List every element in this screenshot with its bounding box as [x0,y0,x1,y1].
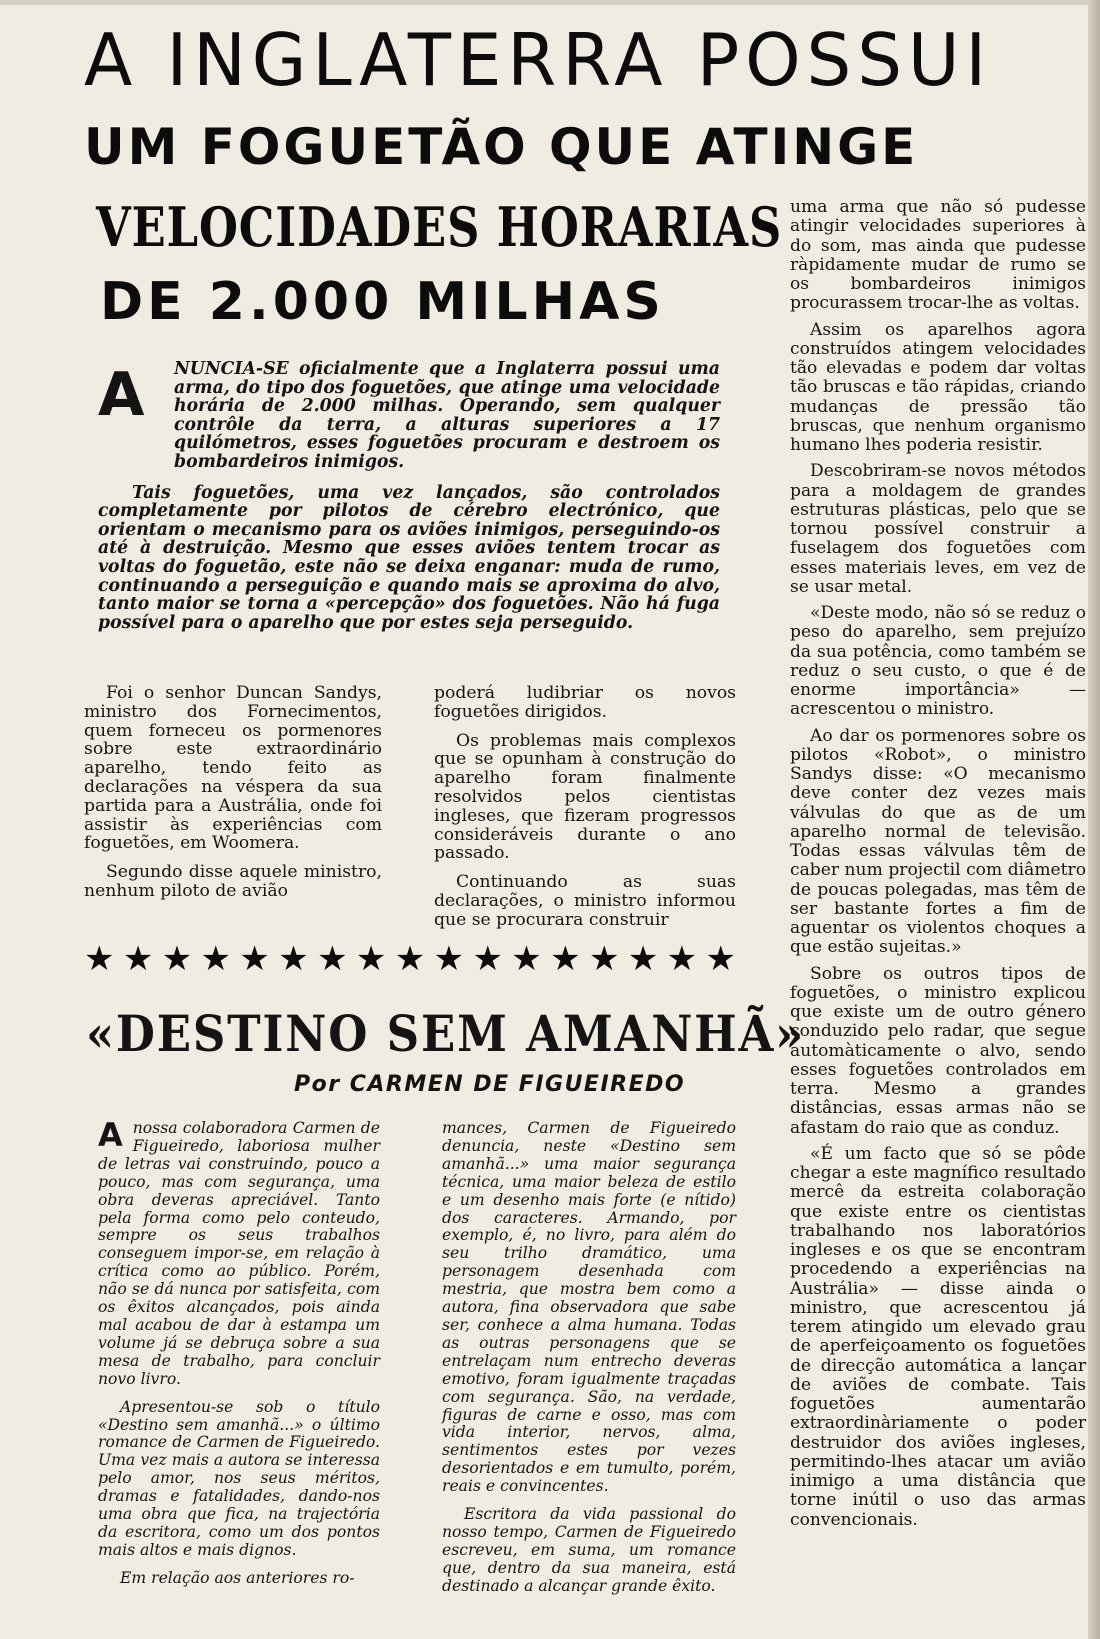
paragraph: Foi o senhor Duncan Sandys, ministro dos Fornecimentos, quem forneceu os pormenores sobre este extraordinário aparelho, tendo feito as declarações na véspera da sua partida para a Austrália, onde foi assistir às experiências com foguetões, em Woomera. [84,683,382,854]
star-icon: ★ [627,939,659,979]
article-column-1 [84,684,382,911]
paragraph: Ao dar os pormenores sobre os pilotos «Robot», o ministro Sandys disse: «O mecanismo deve conter dez vezes mais válvulas do que as de um aparelho normal de televisão. Todas essas válvulas têm de caber num projectil com diâmetro de poucas polegadas, mas têm de ser bastante fortes a fim de aguentar os violentos choques a que estão sujeitas.» [790,725,1086,958]
paragraph: Em relação aos anteriores ro- [120,1568,355,1587]
star-icon: ★ [433,939,465,979]
star-icon: ★ [317,939,348,979]
star-icon: ★ [511,939,542,979]
headline-line-4: DE 2.000 MILHAS [100,272,665,332]
article-2-column-1 [98,1116,380,1598]
paragraph: Sobre os outros tipos de foguetões, o ministro explicou que existe um de outro género conduzido pelo radar, que segue automàticamente o alvo, sendo esses foguetões controlados em terra. Mesmo a grandes distâncias, essas armas não se afastam do raio que as conduz. [790,963,1086,1138]
star-icon: ★ [588,939,620,979]
paragraph: Descobriram-se novos métodos para a moldagem de grandes estruturas plásticas, pelo que se tornou possível construir a fuselagem dos foguetões com esses materiais leves, em vez de se usar metal. [790,461,1086,597]
star-icon: ★ [666,939,698,979]
article-intro [98,360,720,644]
headline-line-3: VELOCIDADES HORARIAS [96,195,783,259]
article-2-column-2 [442,1120,736,1606]
page-top-edge [0,0,1100,5]
star-icon: ★ [472,939,503,979]
intro-paragraph-2: Tais foguetões, uma vez lançados, são controlados completamente por pilotos de cérebro electrónico, que orientam o mecanismo para os aviões inimigos, perseguindo-os até à destruição. Mesmo que esses aviões tentem trocar as voltas do foguetão, este não se deixa enganar: muda de rumo, continuando a perseguição e quando mais se aproxima do alvo, tanto maior se torna a «percepção» dos foguetões. Não há fuga possível para o aparelho que por estes seja perseguido. [98,482,720,633]
drop-cap: A [98,1116,123,1154]
star-icon: ★ [84,939,115,979]
paragraph: nossa colaboradora Carmen de Figueiredo, laboriosa mulher de letras vai construindo, pouco a pouco, mas com segurança, uma obra deveras apreciável. Tanto pela forma como pelo conteudo, sempre os seus trabalhos conseguem impor-se, em relação à crítica como ao público. Porém, não se dá nunca por satisfeita, com os êxitos alcançados, pois ainda mal acabou de dar à estampa um volume já se debruça sobre a sua mesa de trabalho, para concluir novo livro. [98,1119,380,1388]
drop-cap: A [98,360,145,430]
star-icon: ★ [394,939,426,979]
paragraph: uma arma que não só pudesse atingir velocidades superiores à do som, mas ainda que pudesse ràpidamente mudar de rumo se os bombardeiros inimigos procurassem trocar-lhe as voltas. [790,197,1086,314]
paragraph: Assim os aparelhos agora construídos atingem velocidades tão elevadas e podem dar voltas tão bruscas e tão rápidas, criando mudanças de pressão tão bruscas, que nenhum organismo humano lhes poderia resistir. [790,319,1086,455]
paragraph: Os problemas mais complexos que se opunham à construção do aparelho foram finalmente resolvidos pelos cientistas ingleses, que fizeram progressos consideráveis durante o ano passado. [434,730,736,864]
article-column-2 [434,684,736,940]
star-icon: ★ [278,939,309,979]
article-2-title: «DESTINO SEM AMANHÃ» [86,1004,806,1063]
paragraph: «Deste modo, não só se reduz o peso do aparelho, sem prejuízo da sua potência, como também se reduz o seu custo, o que é de enorme importância» — acrescentou o ministro. [790,603,1086,720]
page-right-edge [1088,0,1100,1639]
star-icon: ★ [161,939,193,979]
paragraph: Segundo disse aquele ministro, nenhum piloto de avião [84,862,382,901]
star-icon: ★ [355,939,387,979]
headline-line-2: UM FOGUETÃO QUE ATINGE [84,118,919,176]
paragraph: poderá ludibriar os novos foguetões dirigidos. [434,683,736,722]
paragraph: Escritora da vida passional do nosso tempo, Carmen de Figueiredo escreveu, em suma, um romance que, dentro da sua maneira, está destinado a alcançar grande êxito. [442,1505,736,1595]
star-icon: ★ [200,939,232,979]
star-icon: ★ [705,939,736,979]
paragraph: «É um facto que só se pôde chegar a este magnífico resultado mercê da estreita colaboração que existe entre os cientistas trabalhando nos laboratórios ingleses e os que se encontram procedendo a experiências na Austrália» — disse ainda o ministro, que acrescentou já terem atingido um elevado grau de aperfeiçoamento os foguetões de direcção automática a lançar de aviões de combate. Tais foguetões aumentarão extraordinàriamente o poder destruidor dos aviões ingleses, permitindo-lhes atacar um avião inimigo a uma distância que torne inútil o uso das armas convencionais. [790,1143,1086,1530]
intro-paragraph-1: NUNCIA-SE oficialmente que a Inglaterra possui uma arma, do tipo dos foguetões, que atinge uma velocidade horária de 2.000 milhas. Operando, sem qualquer contrôle da terra, a alturas superiores a 17 quilómetros, esses foguetões procuram e destroem os bombardeiros inimigos. [174,359,720,472]
star-divider [84,939,736,979]
article-column-right [790,198,1086,1537]
byline: Por CARMEN DE FIGUEIREDO [294,1072,686,1097]
paragraph: mances, Carmen de Figueiredo denuncia, neste «Destino sem amanhã...» uma maior segurança técnica, uma maior beleza de estilo e um desenho mais forte (e nítido) dos caracteres. Armando, por exemplo, é, no livro, para além do seu trilho dramático, uma personagem desenhada com mestria, que mostra bem como a autora, fina observadora que sabe ser, conhece a alma humana. Todas as outras personagens que se entrelaçam num entrecho deveras emotivo, foram igualmente traçadas com segurança. São, na verdade, figuras de carne e osso, mas com vida interior, nervos, alma, sentimentos estes por vezes desorientados e em tumulto, porém, reais e convincentes. [442,1119,736,1496]
star-icon: ★ [122,939,154,979]
headline-line-1: A INGLATERRA POSSUI [84,18,993,102]
paragraph: Continuando as suas declarações, o ministro informou que se procurara construir [434,872,736,930]
star-icon: ★ [550,939,581,979]
star-icon: ★ [239,939,270,979]
paragraph: Apresentou-se sob o título «Destino sem amanhã...» o último romance de Carmen de Figueiredo. Uma vez mais a autora se interessa pelo amor, nos seus méritos, dramas e fatalidades, dando-nos uma obra que fica, na trajectória da escritora, como um dos pontos mais altos e mais dignos. [98,1397,380,1559]
